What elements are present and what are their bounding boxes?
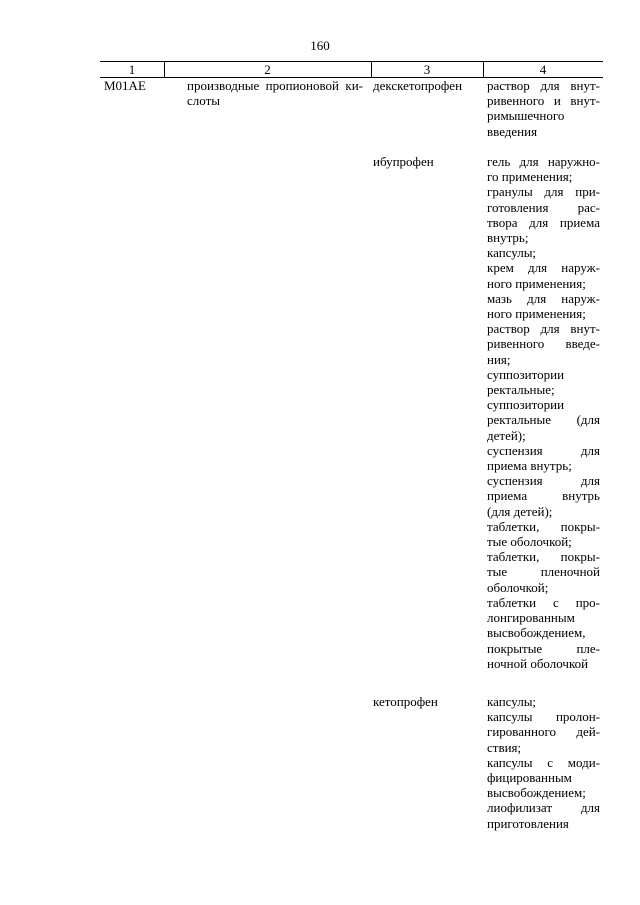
form-line: гель для наружно- xyxy=(487,154,600,169)
form-line: ривенного введе- xyxy=(487,336,600,352)
form-line: оболочкой; xyxy=(487,579,549,595)
form-line: таблетки с про- xyxy=(487,594,600,610)
form-line: раствор для внут- xyxy=(487,78,600,93)
header-col-1: 1 xyxy=(128,62,136,77)
form-line: капсулы с моди- xyxy=(487,754,600,770)
header-divider xyxy=(483,61,484,77)
drug-name: кетопрофен xyxy=(373,694,438,709)
form-line: таблетки, покры- xyxy=(487,518,600,534)
header-col-3: 3 xyxy=(423,62,431,77)
page-number: 160 xyxy=(310,38,330,53)
form-line: римышечного xyxy=(487,108,565,124)
form-line: капсулы; xyxy=(487,245,537,261)
form-line: мазь для наруж- xyxy=(487,290,600,306)
form-line: тые пленочной xyxy=(487,564,600,580)
form-line: капсулы пролон- xyxy=(487,709,600,725)
atc-code: M01AE xyxy=(104,78,146,93)
form-line: гированного дей- xyxy=(487,724,600,740)
form-line: ректальные; xyxy=(487,382,555,398)
form-line: ного применения; xyxy=(487,275,586,291)
form-line: тые оболочкой; xyxy=(487,534,572,550)
table-header-row xyxy=(100,61,603,78)
drug-name: ибупрофен xyxy=(373,154,434,169)
group-name xyxy=(187,78,363,108)
dosage-forms xyxy=(487,154,600,671)
form-line: лонгированным xyxy=(487,610,575,626)
header-divider xyxy=(371,61,372,77)
dosage-forms xyxy=(487,78,600,139)
form-line: приготовления xyxy=(487,815,569,831)
header-col-4: 4 xyxy=(539,62,547,77)
form-line: внутрь; xyxy=(487,230,529,246)
form-line: крем для наруж- xyxy=(487,260,600,276)
form-line: суппозитории xyxy=(487,397,565,413)
form-line: раствор для внут- xyxy=(487,321,600,337)
form-line: ректальные (для xyxy=(487,412,600,428)
form-line: гранулы для при- xyxy=(487,184,600,200)
form-line: детей); xyxy=(487,427,526,443)
form-line: введения xyxy=(487,123,538,139)
form-line: ния; xyxy=(487,351,511,367)
form-line: твора для приема xyxy=(487,214,600,230)
form-line: ствия; xyxy=(487,739,522,755)
form-line: высвобождением; xyxy=(487,785,586,801)
form-line: ного применения; xyxy=(487,306,586,322)
group-name-line: слоты xyxy=(187,93,221,109)
form-line: суспензия для xyxy=(487,473,600,489)
form-line: готовления рас- xyxy=(487,199,600,215)
form-line: го применения; xyxy=(487,169,573,185)
group-name-line: производные пропионовой ки- xyxy=(187,78,363,93)
form-line: приема внутрь xyxy=(487,488,600,504)
form-line: суппозитории xyxy=(487,366,565,382)
form-line: (для детей); xyxy=(487,503,553,519)
form-line: покрытые пле- xyxy=(487,640,600,656)
header-col-2: 2 xyxy=(264,62,271,77)
form-line: таблетки, покры- xyxy=(487,549,600,565)
dosage-forms xyxy=(487,694,600,831)
form-line: приема внутрь; xyxy=(487,458,572,474)
form-line: фицированным xyxy=(487,770,572,786)
form-line: суспензия для xyxy=(487,442,600,458)
form-line: капсулы; xyxy=(487,694,537,709)
form-line: ночной оболочкой xyxy=(487,655,589,671)
header-divider xyxy=(164,61,165,77)
form-line: ривенного и внут- xyxy=(487,93,600,109)
form-line: высвобождением, xyxy=(487,625,586,641)
drug-name: декскетопрофен xyxy=(373,78,463,93)
form-line: лиофилизат для xyxy=(487,800,600,816)
